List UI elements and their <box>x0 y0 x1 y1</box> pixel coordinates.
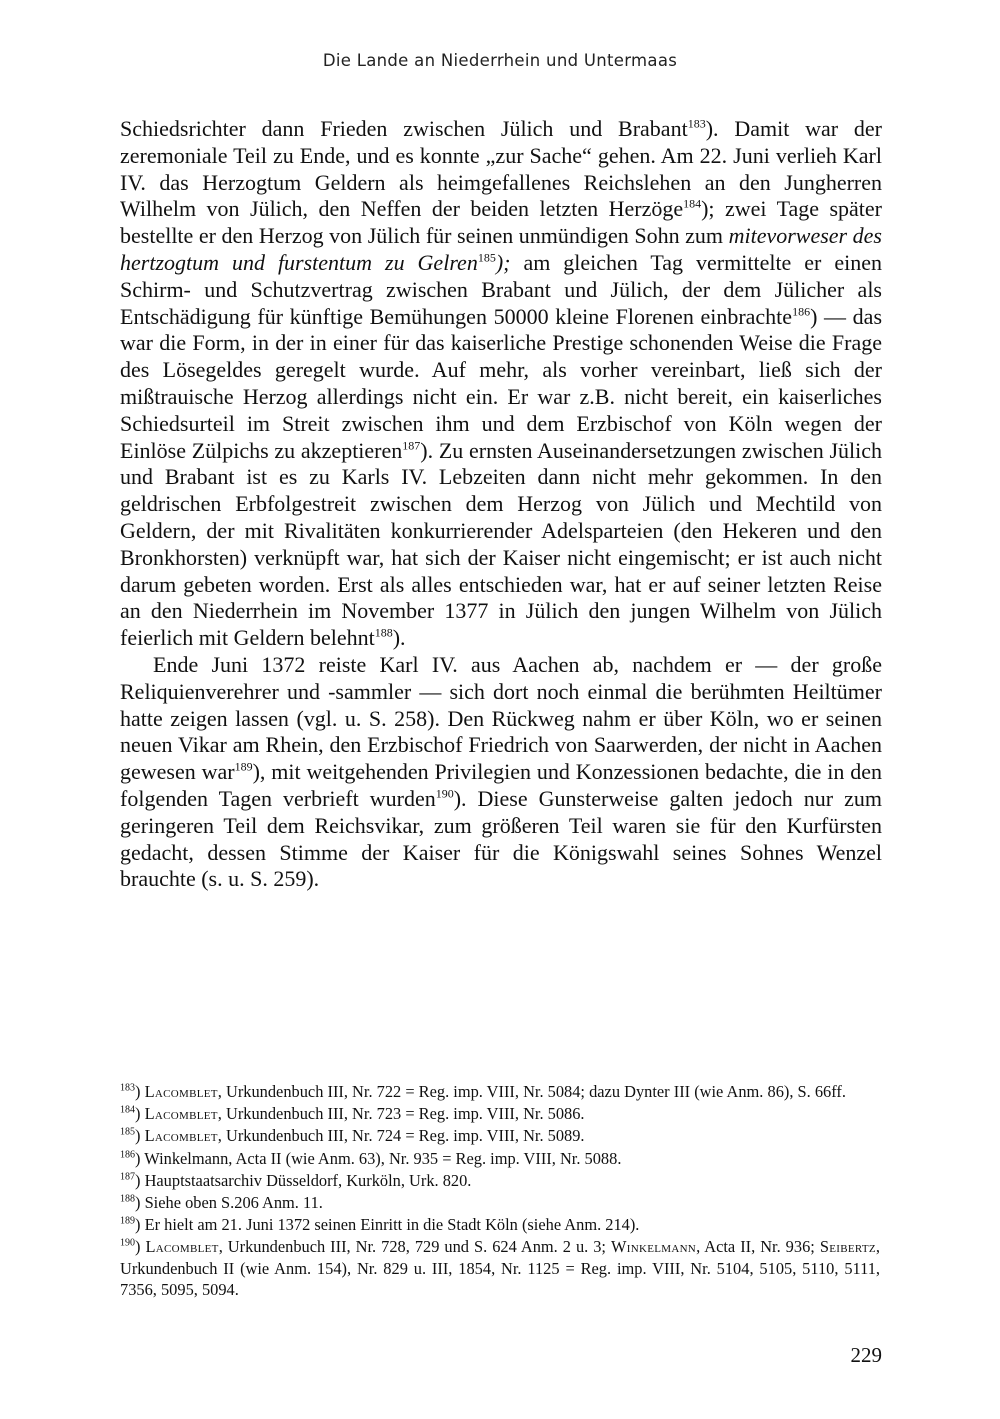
footnote-number: 185 <box>120 1126 135 1138</box>
text-run: ); zwei Tage später bestellte er den Herzog von Jülich für seinen unmündigen Sohn zum <box>120 196 882 249</box>
author-name: Seibertz <box>819 1237 876 1257</box>
footnote-184: $^{184}$) Lacomblet, Urkundenbuch III, Nr. 723 = Reg. imp. VIII, Nr. 5086. <box>120 1104 585 1124</box>
italic-punct: ); <box>495 249 511 275</box>
footnote-text: , Urkundenbuch III, Nr. 724 = Reg. imp. VIII, Nr. 5089. <box>217 1126 585 1146</box>
footnote-number: 183 <box>120 1082 135 1094</box>
text-run: ). Diese Gunsterweise galten jedoch nur zum geringeren Teil dem Reichsvikar, zum größeren Teil waren sie für den Kurfürsten gedacht, dessen Stimme der Kaiser für die Königswahl seines Sohnes Wenzel brauchte (s. u. S. 259). <box>120 785 882 892</box>
author-name: Lacomblet <box>144 1126 218 1146</box>
footnote-ref-188[interactable]: 188 <box>374 625 393 640</box>
footnote-ref-184[interactable]: 184 <box>683 197 702 212</box>
paragraph-2 <box>120 652 882 893</box>
footnote-number: 190 <box>120 1237 135 1249</box>
footnote-text: , Urkundenbuch II (wie Anm. 154), Nr. 829 u. III, 1854, Nr. 1125 = Reg. imp. VIII, Nr. 5104, 5105, 5110, 5111, 7356, 5095, 5094. <box>120 1237 881 1299</box>
footnote-ref-189[interactable]: 189 <box>234 759 253 774</box>
footnote-text: , Urkundenbuch III, Nr. 728, 729 und S. 624 Anm. 2 u. 3; <box>218 1237 611 1257</box>
italic-quote: mitevorweser des hertzogtum und furstentum zu Gelren <box>120 223 882 275</box>
text-run: am gleichen Tag vermittelte er einen Schirm- und Schutzvertrag zwischen Brabant und Jülich, der dem Jülicher als Entschädigung für künftige Bemühungen 50000 kleine Florenen einbrachte <box>120 249 882 329</box>
footnote-number: 188 <box>120 1193 135 1205</box>
footnote-190: $^{190}$) Lacomblet, Urkundenbuch III, Nr. 728, 729 und S. 624 Anm. 2 u. 3; Winkelmann, Acta II, Nr. 936; Seibertz, Urkundenbuch II (wie Anm. 154), Nr. 829 u. III, 1854, Nr. 1125 = Reg. imp. VIII, Nr. 5104, 5105, 5110, 5111, 7356, 5095, 5094. <box>120 1237 881 1299</box>
text-run: ). Damit war der zeremoniale Teil zu Ende, und es konnte „zur Sache“ gehen. Am 22. Juni verlieh Karl IV. das Herzogtum Geldern als heimgefallenes Reichslehen an den Jungherren Wilhelm von Jülich, den Neffen der beiden letzten Herzöge <box>120 116 882 222</box>
footnote-189: $^{189}$) Er hielt am 21. Juni 1372 seinen Einritt in die Stadt Köln (siehe Anm. 214). <box>120 1215 640 1235</box>
text-run: ). <box>392 625 406 651</box>
author-name: Lacomblet <box>145 1237 219 1257</box>
footnote-ref-186[interactable]: 186 <box>792 304 811 319</box>
footnote-number: 189 <box>120 1215 135 1227</box>
text-run: Ende Juni 1372 reiste Karl IV. aus Aachen ab, nachdem er — der große Reliquienverehrer und -sammler — sich dort noch einmal die berühmten Heiltümer hatte zeigen lassen (vgl. u. S. 258). Den Rückweg nahm er über Köln, wo er seinen neuen Vikar am Rhein, den Erzbischof Friedrich von Saarwerden, der nicht in Aachen gewesen war <box>120 651 882 785</box>
footnote-187: $^{187}$) Hauptstaatsarchiv Düsseldorf, Kurköln, Urk. 820. <box>120 1170 472 1190</box>
footnote-text: Siehe oben S.206 Anm. 11. <box>144 1193 323 1213</box>
footnote-number: 187 <box>120 1171 135 1183</box>
text-run: Schiedsrichter dann Frieden zwischen Jülich und Brabant <box>120 116 688 141</box>
footnote-number: 186 <box>120 1149 135 1161</box>
author-name: Winkelmann <box>610 1237 697 1257</box>
text-run: ), mit weitgehenden Privilegien und Konzessionen bedachte, die in den folgenden Tagen verbrieft wurden <box>120 759 882 811</box>
running-head: Die Lande an Niederrhein und Untermaas <box>322 51 678 70</box>
text-run: ). Zu ernsten Auseinandersetzungen zwischen Jülich und Brabant ist es zu Karls IV. Lebzeiten dann nicht mehr gekommen. In den geldrischen Erbfolgestreit zwischen dem Herzog von Jülich und Mechtild von Geldern, der mit Rivalitäten konkurrierender Adelsparteien (den Hekeren und den Bronkhorsten) verknüpft war, hat sich der Kaiser nicht eingemischt; er ist auch nicht darum gebeten worden. Erst als alles entschieden war, hat er auf seiner letzten Reise an den Niederrhein im November 1377 in Jülich den jungen Wilhelm von Jülich feierlich mit Geldern belehnt <box>120 437 883 651</box>
footnote-ref-190[interactable]: 190 <box>435 786 454 801</box>
footnote-188: $^{188}$) Siehe oben S.206 Anm. 11. <box>120 1193 323 1213</box>
footnote-ref-183[interactable]: 183 <box>687 116 706 131</box>
footnote-text: , Urkundenbuch III, Nr. 723 = Reg. imp. VIII, Nr. 5086. <box>217 1104 585 1124</box>
text-run: ) — das war die Form, in der in einer für das kaiserliche Prestige schonenden Weise die Frage des Lösegeldes geregelt wurde. Auf mehr, als vorher vereinbart, ließ sich der mißtrauische Herzog allerdings nicht ein. Er war z.B. nicht bereit, ein kaiserliches Schiedsurteil im Streit zwischen ihm und dem Erzbischof von Köln wegen der Einlöse Zülpichs zu akzeptieren <box>120 303 883 463</box>
paragraph-1 <box>120 116 882 652</box>
footnote-text: Winkelmann, Acta II (wie Anm. 63), Nr. 935 = Reg. imp. VIII, Nr. 5088. <box>144 1148 622 1168</box>
footnote-text: , Acta II, Nr. 936; <box>696 1237 820 1257</box>
author-name: Lacomblet <box>144 1082 218 1101</box>
footnote-text: Er hielt am 21. Juni 1372 seinen Einritt in die Stadt Köln (siehe Anm. 214). <box>144 1215 640 1235</box>
footnote-text: , Urkundenbuch III, Nr. 722 = Reg. imp. VIII, Nr. 5084; dazu Dynter III (wie Anm. 86), S. 66ff. <box>217 1082 846 1101</box>
footnote-ref-187[interactable]: 187 <box>402 438 421 453</box>
footnotes <box>120 1081 880 1301</box>
footnote-number: 184 <box>120 1104 135 1116</box>
footnote-text: Hauptstaatsarchiv Düsseldorf, Kurköln, Urk. 820. <box>144 1170 472 1190</box>
page-number: 229 <box>850 1343 882 1367</box>
author-name: Lacomblet <box>144 1104 218 1124</box>
footnote-185: $^{185}$) Lacomblet, Urkundenbuch III, Nr. 724 = Reg. imp. VIII, Nr. 5089. <box>120 1126 585 1146</box>
footnote-183: $^{183}$) Lacomblet, Urkundenbuch III, Nr. 722 = Reg. imp. VIII, Nr. 5084; dazu Dynter III (wie Anm. 86), S. 66ff. <box>120 1082 846 1101</box>
footnote-186: $^{186}$) Winkelmann, Acta II (wie Anm. 63), Nr. 935 = Reg. imp. VIII, Nr. 5088. <box>120 1148 622 1168</box>
main-text <box>120 116 882 893</box>
footnote-ref-185[interactable]: 185 <box>477 250 496 265</box>
